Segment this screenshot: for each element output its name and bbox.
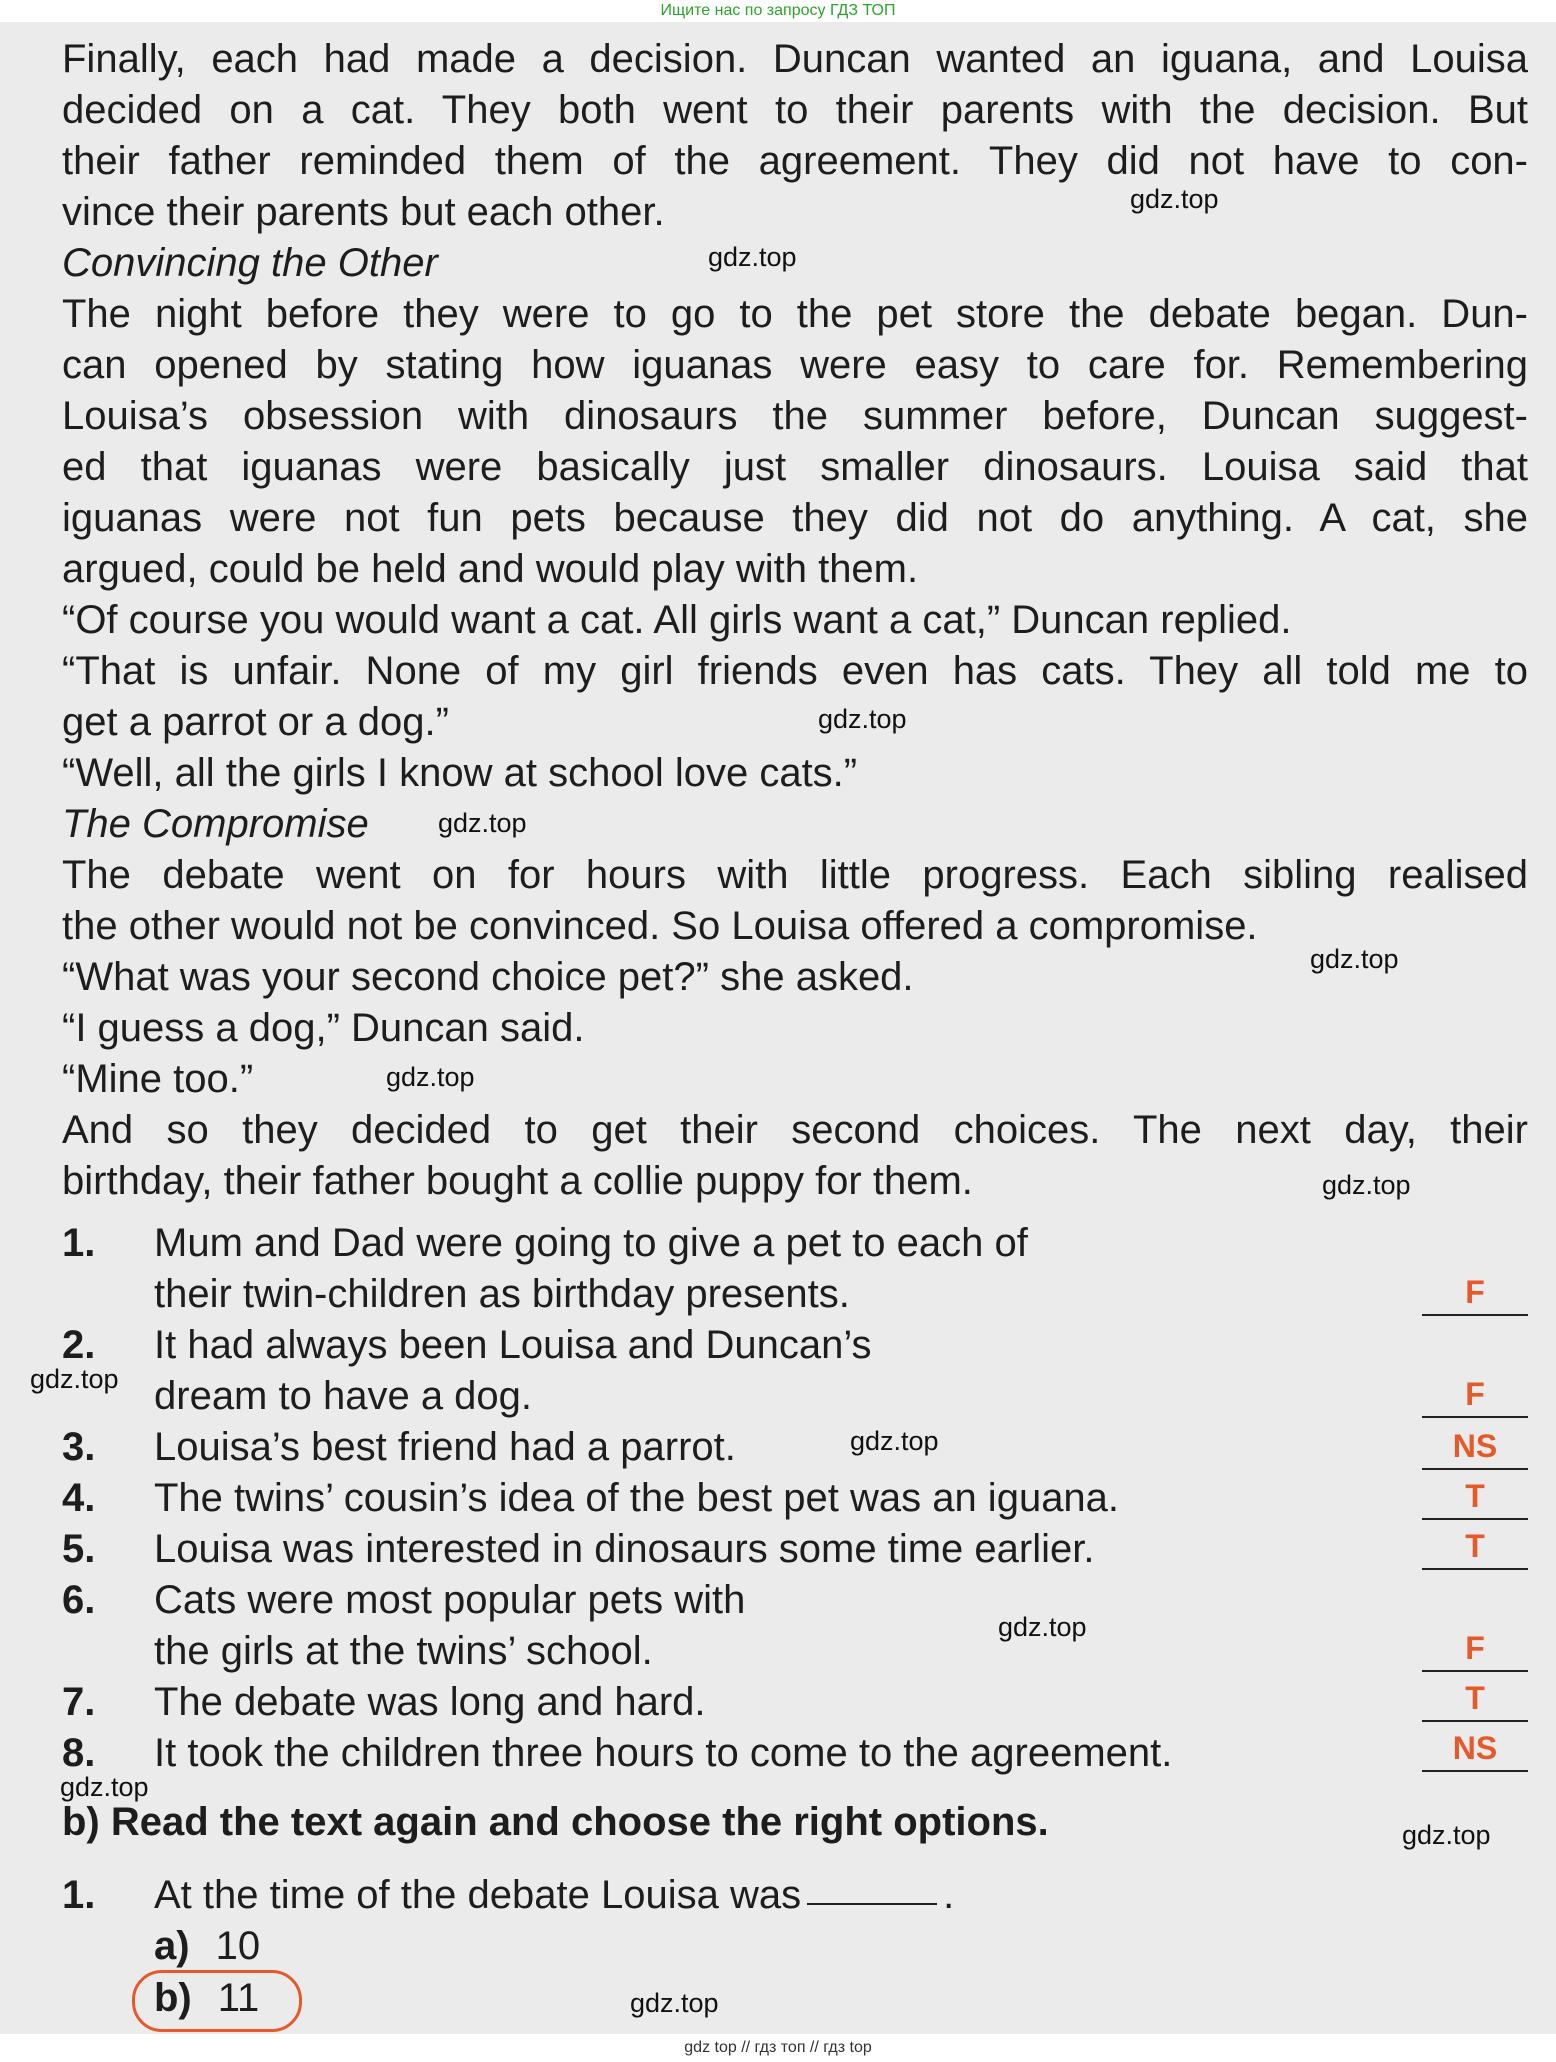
option-a[interactable] — [154, 1924, 260, 1969]
text-line: decided on a cat. They both went to their parents with the decision. But — [62, 88, 1528, 132]
text-line: The night before they were to go to the pet store the debate began. Dun- — [62, 292, 1528, 336]
answer-blank[interactable]: F — [1422, 1368, 1528, 1418]
section-heading: Convincing the Other — [62, 241, 438, 285]
statement — [62, 1422, 1528, 1473]
statement-line: their twin-children as birthday presents. — [154, 1272, 850, 1316]
question — [62, 1873, 954, 1918]
selected-answer-circle — [132, 1970, 302, 2032]
text-line: their father reminded them of the agreement. They did not have to con- — [62, 139, 1528, 183]
statement-line: dream to have a dog. — [154, 1374, 533, 1418]
statement-line: Mum and Dad were going to give a pet to each of — [154, 1221, 1028, 1265]
text-line: argued, could be held and would play with them. — [62, 547, 919, 591]
watermark: gdz.top — [1310, 944, 1399, 974]
statement-number: 8. — [62, 1731, 96, 1775]
question-number: 1. — [62, 1873, 96, 1917]
text-line: “Mine too.” — [62, 1057, 254, 1101]
task-heading: b) Read the text again and choose the right options. — [62, 1800, 1049, 1844]
answer-blank[interactable]: T — [1422, 1520, 1528, 1570]
statement-line: Louisa was interested in dinosaurs some time earlier. — [154, 1527, 1095, 1571]
text-line: can opened by stating how iguanas were easy to care for. Remembering — [62, 343, 1528, 387]
watermark: gdz.top — [818, 704, 907, 734]
statement-line: Louisa’s best friend had a parrot. — [154, 1425, 736, 1469]
bottom-banner: gdz top // гдз топ // гдз top — [0, 2034, 1556, 2062]
statement-line: The twins’ cousin’s idea of the best pet was an iguana. — [154, 1476, 1120, 1520]
answer-blank[interactable]: F — [1422, 1622, 1528, 1672]
section-heading: The Compromise — [62, 802, 369, 846]
statement-line: The debate was long and hard. — [154, 1680, 706, 1724]
statement-line: It took the children three hours to come to the agreement. — [154, 1731, 1173, 1775]
statement-number: 7. — [62, 1680, 96, 1724]
watermark: gdz.top — [1402, 1820, 1491, 1850]
watermark: gdz.top — [438, 808, 527, 838]
option-value: 10 — [215, 1924, 261, 1968]
watermark: gdz.top — [1322, 1170, 1411, 1200]
answer-blank[interactable]: NS — [1422, 1722, 1528, 1772]
statement-number: 5. — [62, 1527, 96, 1571]
watermark: gdz.top — [30, 1364, 119, 1394]
statement-number: 6. — [62, 1578, 96, 1622]
statement — [62, 1218, 1528, 1320]
answer-blank[interactable]: NS — [1422, 1420, 1528, 1470]
statement — [62, 1473, 1528, 1524]
reading-text — [62, 34, 1528, 1207]
text-line: Louisa’s obsession with dinosaurs the summer before, Duncan suggest- — [62, 394, 1528, 438]
statement-number: 3. — [62, 1425, 96, 1469]
watermark: gdz.top — [850, 1426, 939, 1456]
statement — [62, 1320, 1528, 1422]
top-banner: Ищите нас по запросу ГДЗ ТОП — [0, 0, 1556, 22]
text-line: iguanas were not fun pets because they did not do anything. A cat, she — [62, 496, 1528, 540]
statement — [62, 1575, 1528, 1677]
statement-line: It had always been Louisa and Duncan’s — [154, 1323, 872, 1367]
watermark: gdz.top — [60, 1772, 149, 1802]
statement-number: 2. — [62, 1323, 96, 1367]
statement-line: the girls at the twins’ school. — [154, 1629, 653, 1673]
text-line: “I guess a dog,” Duncan said. — [62, 1006, 585, 1050]
option-value: 11 — [217, 1976, 260, 2020]
text-line: vince their parents but each other. — [62, 190, 665, 234]
watermark: gdz.top — [386, 1062, 475, 1092]
text-line: “Of course you would want a cat. All girls want a cat,” Duncan replied. — [62, 598, 1292, 642]
statement — [62, 1728, 1528, 1779]
question-end: . — [943, 1873, 955, 1917]
watermark: gdz.top — [998, 1612, 1087, 1642]
option-label: a) — [154, 1924, 190, 1968]
answer-blank[interactable]: F — [1422, 1266, 1528, 1316]
text-line: “That is unfair. None of my girl friends even has cats. They all told me to — [62, 649, 1528, 693]
text-line: ed that iguanas were basically just smaller dinosaurs. Louisa said that — [62, 445, 1528, 489]
statement — [62, 1524, 1528, 1575]
text-line: And so they decided to get their second choices. The next day, their — [62, 1108, 1528, 1152]
question-blank[interactable] — [807, 1873, 937, 1905]
text-line: Finally, each had made a decision. Duncan wanted an iguana, and Louisa — [62, 37, 1528, 81]
statement — [62, 1677, 1528, 1728]
statements-list — [62, 1218, 1528, 1779]
statement-number: 4. — [62, 1476, 96, 1520]
text-line: the other would not be convinced. So Louisa offered a compromise. — [62, 904, 1258, 948]
text-line: “Well, all the girls I know at school love cats.” — [62, 751, 858, 795]
statement-number: 1. — [62, 1221, 96, 1265]
text-line: get a parrot or a dog.” — [62, 700, 449, 744]
text-line: birthday, their father bought a collie puppy for them. — [62, 1159, 973, 1203]
question-text: At the time of the debate Louisa was — [154, 1873, 802, 1917]
answer-blank[interactable]: T — [1422, 1470, 1528, 1520]
watermark: gdz.top — [1130, 184, 1219, 214]
text-line: The debate went on for hours with little progress. Each sibling realised — [62, 853, 1528, 897]
option-label: b) — [154, 1976, 192, 2020]
answer-blank[interactable]: T — [1422, 1672, 1528, 1722]
watermark: gdz.top — [708, 242, 797, 272]
statement-line: Cats were most popular pets with — [154, 1578, 746, 1622]
text-line: “What was your second choice pet?” she asked. — [62, 955, 914, 999]
watermark: gdz.top — [630, 1988, 719, 2018]
